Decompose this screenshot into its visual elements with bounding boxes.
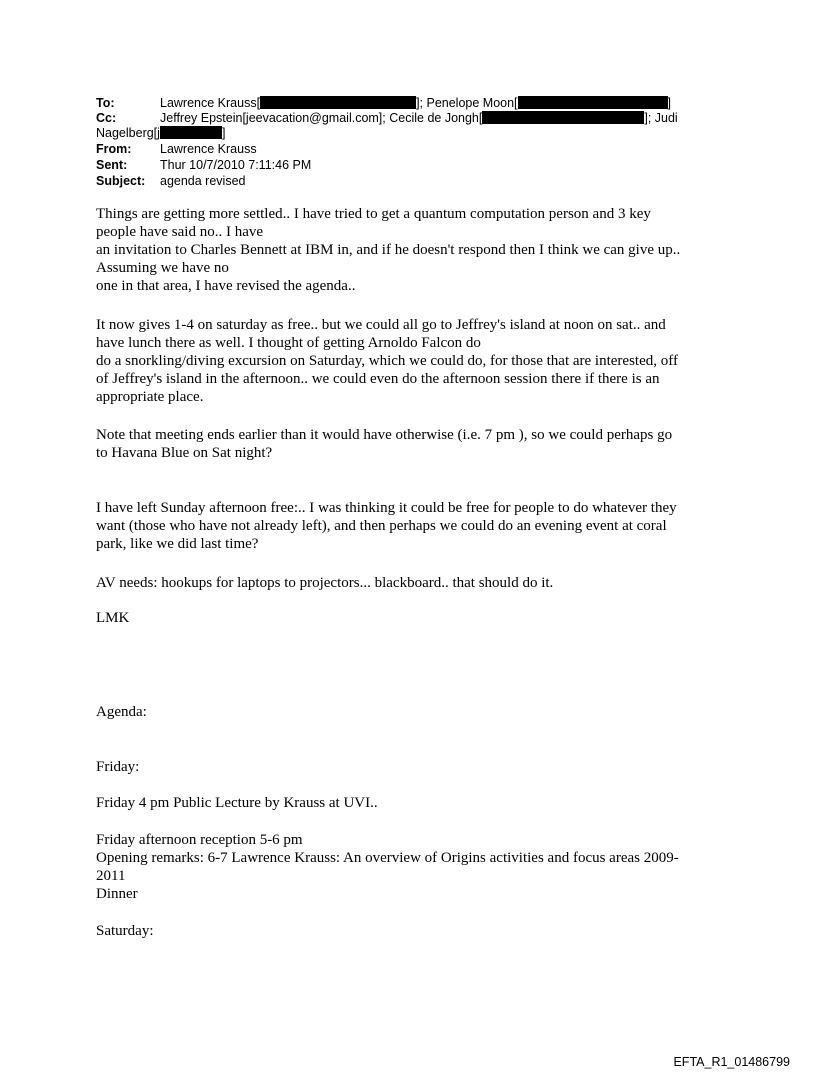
sent-value: Thur 10/7/2010 7:11:46 PM <box>160 158 312 172</box>
agenda-heading: Agenda: <box>96 704 147 720</box>
sent-label: Sent: <box>96 158 128 172</box>
document-id: EFTA_R1_01486799 <box>673 1055 790 1069</box>
friday-heading: Friday: <box>96 759 140 775</box>
cc-label: Cc: <box>96 111 117 125</box>
av-needs-line: AV needs: hookups for laptops to projectors... blackboard.. that should do it. <box>96 575 554 591</box>
redaction-box <box>482 111 644 124</box>
opening-remarks-line: Opening remarks: 6-7 Lawrence Krauss: An overview of Origins activities and focus areas 2009- <box>96 850 679 866</box>
to-value: Lawrence Krauss[ ]; Penelope Moon[ ] <box>160 96 672 110</box>
cc-value: Jeffrey Epstein[jeevacation@gmail.com]; Cecile de Jongh[ ]; Judi <box>160 111 678 125</box>
from-label: From: <box>96 142 132 156</box>
dinner-line: Dinner <box>96 886 138 902</box>
cc-continuation-line: Nagelberg[j ] <box>96 126 226 140</box>
signoff: LMK <box>96 610 130 626</box>
friday-lecture-line: Friday 4 pm Public Lecture by Krauss at UVI.. <box>96 795 378 811</box>
to-label: To: <box>96 96 115 110</box>
email-paragraph-3: Note that meeting ends earlier than it would have otherwise (i.e. 7 pm ), so we could perhaps go to Havana Blue on Sat night? <box>96 427 673 461</box>
redaction-box <box>260 96 416 109</box>
redaction-box <box>160 126 222 139</box>
from-value: Lawrence Krauss <box>160 142 257 156</box>
friday-schedule: Friday afternoon reception 5-6 pm Opening remarks: 6-7 Lawrence Krauss: An overview of Origins activities and focus areas 2009- 2011 Dinner <box>96 831 736 903</box>
redaction-box <box>518 96 668 109</box>
subject-label: Subject: <box>96 174 146 188</box>
reception-line: Friday afternoon reception 5-6 pm <box>96 832 303 848</box>
saturday-heading: Saturday: <box>96 923 154 939</box>
email-paragraph-2: It now gives 1-4 on saturday as free.. but we could all go to Jeffrey's island at noon on sat.. and have lunch there as well. I thought of getting Arnoldo Falcon do do a snorkling/diving excursion on Saturday, which we could do, for those that are interested, off of Jeffrey's island in the afternoon.. we could even do the afternoon session there if there is an appropriate place. <box>96 317 678 405</box>
subject-value: agenda revised <box>160 174 246 188</box>
email-paragraph-1: Things are getting more settled.. I have tried to get a quantum computation person and 3 key people have said no.. I have an invitation to Charles Bennett at IBM in, and if he doesn't respond then I think we can give up.. Assuming we have no one in that area, I have revised the agenda.. <box>96 206 681 294</box>
email-paragraph-4: I have left Sunday afternoon free:.. I was thinking it could be free for people to do whatever they want (those who have not already left), and then perhaps we could do an evening event at coral park, like we did last time? <box>96 500 677 552</box>
